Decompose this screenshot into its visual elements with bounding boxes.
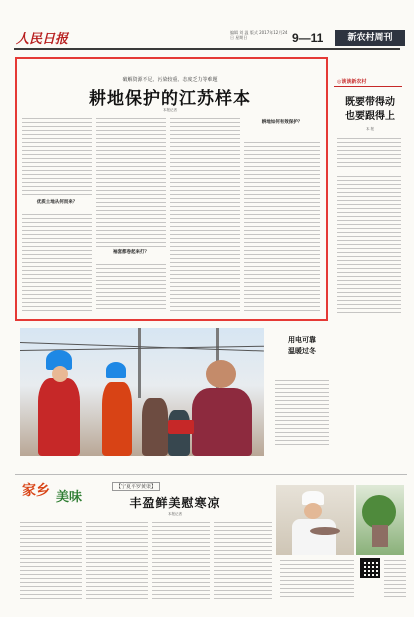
article-column bbox=[170, 118, 240, 312]
feature-headline: 丰盈鲜美慰寒凉 bbox=[129, 496, 221, 510]
article-subhead: 袖套都卷起来打？ bbox=[113, 250, 149, 255]
column-lead bbox=[337, 138, 401, 170]
qr-code bbox=[360, 558, 380, 578]
feature-byline: 本报记者 bbox=[168, 512, 182, 516]
feature-column bbox=[20, 522, 82, 602]
feature-column bbox=[86, 522, 148, 602]
feature-logo-part: 美味 bbox=[56, 490, 83, 505]
column-title bbox=[337, 96, 403, 124]
article-byline: 本报记者 bbox=[163, 108, 177, 112]
article-column bbox=[22, 118, 92, 198]
photo-side-title-line: 温暖过冬 bbox=[288, 346, 316, 355]
masthead-divider bbox=[14, 48, 400, 50]
section-tab: 新农村周刊 bbox=[335, 30, 405, 46]
column-title-line: 既要带得动 bbox=[345, 97, 395, 108]
page-range: 9—11 bbox=[292, 31, 324, 45]
article-kicker: 破解资源不足、污染较重、态度乏力等难题 bbox=[122, 77, 218, 83]
article-subhead: 耕地如何有效保护？ bbox=[261, 120, 303, 125]
article-headline: 耕地保护的江苏样本 bbox=[89, 89, 251, 109]
column-title-line: 也要跟得上 bbox=[345, 111, 395, 122]
dateline: 编辑 刘 温 版式 2017年12月24日 星期日 bbox=[230, 30, 288, 40]
feature-logo-part: 家乡 bbox=[22, 483, 50, 499]
column-body bbox=[337, 176, 401, 316]
column-byline: 本 报 bbox=[365, 127, 375, 131]
feature-caption bbox=[280, 560, 354, 600]
photo-side-title bbox=[275, 334, 329, 356]
article-column bbox=[96, 264, 166, 312]
feature-column bbox=[152, 522, 210, 602]
article-column bbox=[22, 214, 92, 312]
column-rule bbox=[334, 86, 402, 87]
news-photo bbox=[20, 328, 264, 456]
article-subhead: 优质土地从何而来？ bbox=[36, 200, 78, 205]
article-column bbox=[96, 118, 166, 248]
feature-logo bbox=[20, 480, 90, 514]
feature-caption bbox=[384, 560, 406, 600]
article-column bbox=[244, 142, 320, 312]
feature-column bbox=[214, 522, 272, 602]
newspaper-logo: 人民日报 bbox=[16, 32, 69, 47]
photo-side-title-line: 用电可靠 bbox=[288, 335, 316, 344]
feature-tag: 【宁夏平罗黄渠】 bbox=[112, 482, 160, 491]
plant-photo bbox=[356, 485, 404, 555]
chef-photo bbox=[276, 485, 354, 555]
photo-caption bbox=[275, 380, 329, 446]
column-tag: ◎谈谈新农村 bbox=[337, 79, 367, 85]
